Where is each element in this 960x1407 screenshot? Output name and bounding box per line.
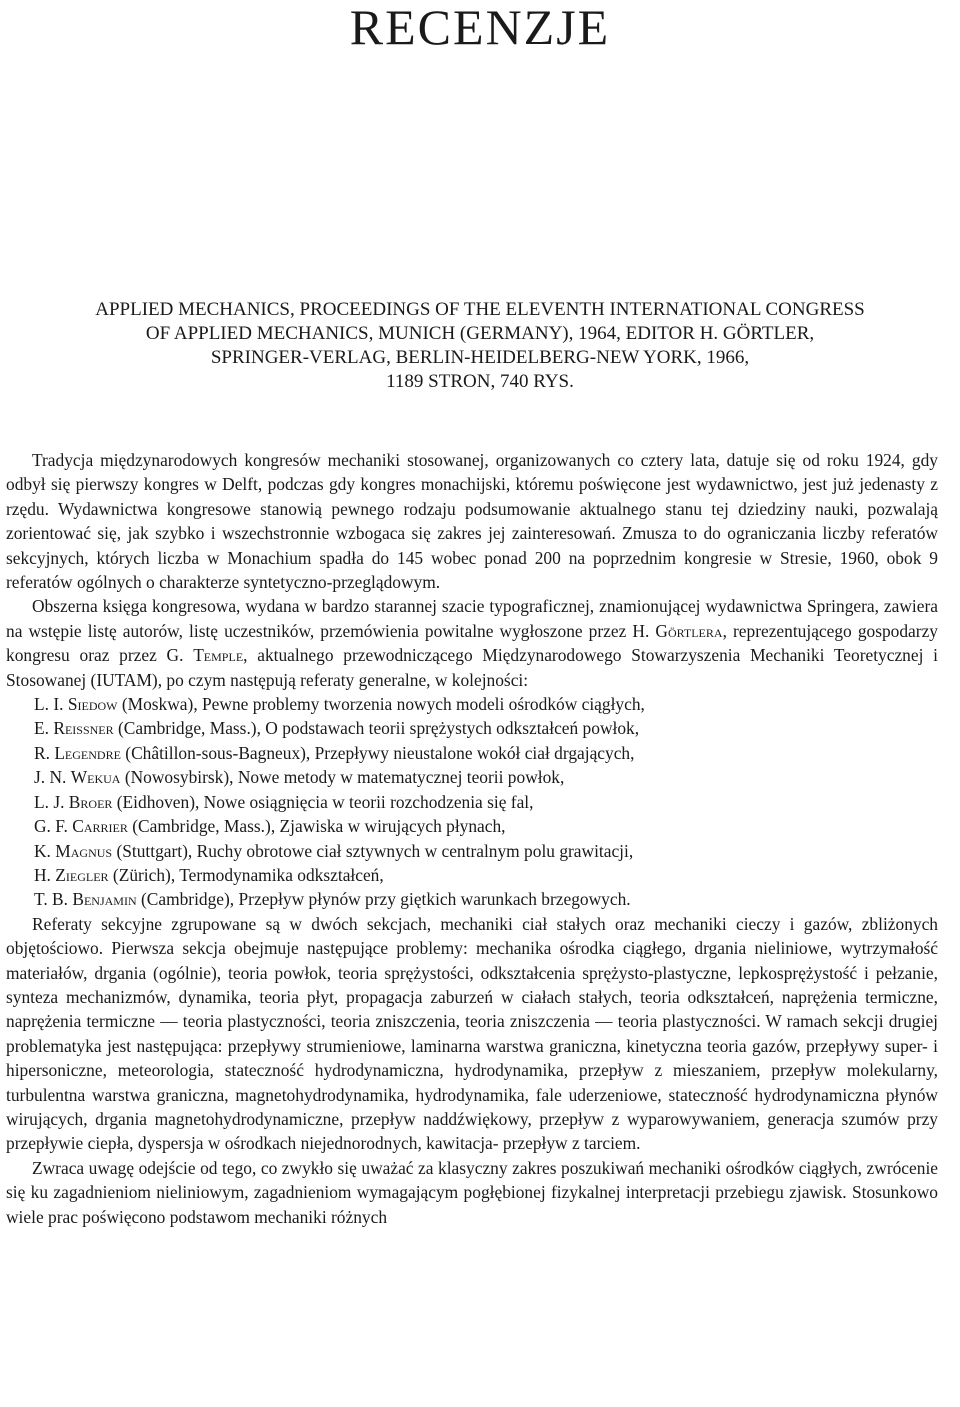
list-item: T. B. Benjamin (Cambridge), Przepływ płynów przy giętkich warunkach brzegowych. — [34, 889, 631, 910]
book-title-line: SPRINGER-VERLAG, BERLIN-HEIDELBERG-NEW YORK, 1966, — [210, 347, 750, 368]
paragraph-sections: Referaty sekcyjne zgrupowane są w dwóch sekcjach, mechaniki ciał stałych oraz mechaniki cieczy i gazów, zbliżonych objętościowo. Pierwsza sekcja obejmuje następujące problemy: mechanika ośrodka ciągłego, drgania nieliniowe, wytrzymałość materiałów, drgania (ogólnie), teoria powłok, teoria sprężystości, odkształcenia sprężysto-plastyczne, lepkosprężystość i pełzanie, synteza mechanizmów, dynamika, teoria płyt, propagacja zaburzeń w ciałach stałych, teoria odkształceń, naprężenia termiczne, naprężenia termiczne — teoria plastyczności, teoria zniszczenia, teoria zniszczenia — teoria plastyczności. W ramach sekcji drugiej problematyka jest następująca: przepływy strumieniowe, laminarna warstwa graniczna, kinetyczna teoria gazów, przepływy super- i hipersoniczne, meteorologia, stateczność hydrodynamiczna, hydrodynamika, przepływ z mieszaniem, przepływ molekularny, turbulentna warstwa graniczna, magnetohydrodynamika, hydrodynamika, fale uderzeniowe, stateczność hydrodynamiczna płynów wirujących, drgania magnetohydrodynamiczne, przepływ naddźwiękowy, przepływ z wyparowywaniem, generacja szumów przy przepływie ciepła, dyspersja w ośrodkach niejednorodnych, kawitacja- przepływ z tarciem. — [6, 913, 938, 1154]
author-name: Wekua — [70, 767, 121, 788]
list-item: R. Legendre (Châtillon-sous-Bagneux), Przepływy nieustalone wokół ciał drgających, — [34, 742, 635, 763]
author-name: Görtlera — [655, 620, 723, 641]
list-item: H. Ziegler (Zürich), Termodynamika odkształceń, — [34, 864, 384, 885]
list-item: E. Reissner (Cambridge, Mass.), O podstawach teorii sprężystych odkształceń powłok, — [34, 718, 640, 739]
general-lectures-list — [6, 692, 938, 912]
author-name: Carrier — [72, 816, 128, 837]
section-heading: RECENZJE — [349, 0, 611, 55]
book-title-line: OF APPLIED MECHANICS, MUNICH (GERMANY), 1964, EDITOR H. GÖRTLER, — [145, 323, 815, 344]
author-name: Magnus — [55, 840, 113, 861]
author-name: Siedow — [67, 694, 118, 715]
author-name: Ziegler — [55, 864, 109, 885]
list-item: G. F. Carrier (Cambridge, Mass.), Zjawiska w wirujących płynach, — [34, 816, 506, 837]
author-name: Benjamin — [72, 889, 137, 910]
paragraph-book-contents: Obszerna księga kongresowa, wydana w bardzo starannej szacie typograficznej, znamionującej wydawnictwa Springera, zawiera na wstępie listę autorów, listę uczestników, przemówienia powitalne wygłoszone przez H. Görtlera, reprezentującego gospodarzy kongresu oraz przez G. Temple, aktualnego przewodniczącego Międzynarodowego Stowarzyszenia Mechaniki Teoretycznej i Stosowanej (IUTAM), po czym następują referaty generalne, w kolejności: — [6, 596, 938, 690]
list-item: L. J. Broer (Eidhoven), Nowe osiągnięcia w teorii rozchodzenia się fal, — [34, 791, 534, 812]
review-body — [6, 448, 938, 1229]
author-name: Reissner — [53, 718, 114, 739]
author-name: Broer — [68, 791, 113, 812]
book-title — [0, 298, 960, 394]
list-item: L. I. Siedow (Moskwa), Pewne problemy tworzenia nowych modeli ośrodków ciągłych, — [34, 694, 645, 715]
author-name: Temple — [193, 645, 244, 666]
list-item: K. Magnus (Stuttgart), Ruchy obrotowe ciał sztywnych w centralnym polu grawitacji, — [34, 840, 634, 861]
paragraph-intro: Tradycja międzynarodowych kongresów mechaniki stosowanej, organizowanych co cztery lata, datuje się od roku 1924, gdy odbył się pierwszy kongres w Delft, podczas gdy kongres monachijski, któremu poświęcone jest wydawnictwo, jest już jedenasty z rzędu. Wydawnictwa kongresowe stanowią pewnego rodzaju podsumowanie aktualnego stanu tej dziedziny nauki, pozwalają zorientować się, jak szybko i wszechstronnie wzbogaca się zakres jej zainteresowań. Zmusza to do ograniczania liczby referatów sekcyjnych, których liczba w Monachium spadła do 145 wobec ponad 200 na poprzednim kongresie w Stresie, 1960, obok 9 referatów ogólnych o charakterze syntetyczno-przeglądowym. — [6, 450, 938, 593]
book-title-line: APPLIED MECHANICS, PROCEEDINGS OF THE ELEVENTH INTERNATIONAL CONGRESS — [95, 299, 865, 320]
book-title-line: 1189 STRON, 740 RYS. — [386, 371, 574, 392]
paragraph-remarks: Zwraca uwagę odejście od tego, co zwykło się uważać za klasyczny zakres poszukiwań mechaniki ośrodków ciągłych, zwrócenie się ku zagadnieniom nieliniowym, zagadnieniom wymagającym pogłębionej fizykalnej interpretacji przebiegu zjawisk. Stosunkowo wiele prac poświęcono podstawom mechaniki różnych — [6, 1157, 938, 1227]
list-item: J. N. Wekua (Nowosybirsk), Nowe metody w matematycznej teorii powłok, — [34, 767, 565, 788]
author-name: Legendre — [54, 742, 121, 763]
